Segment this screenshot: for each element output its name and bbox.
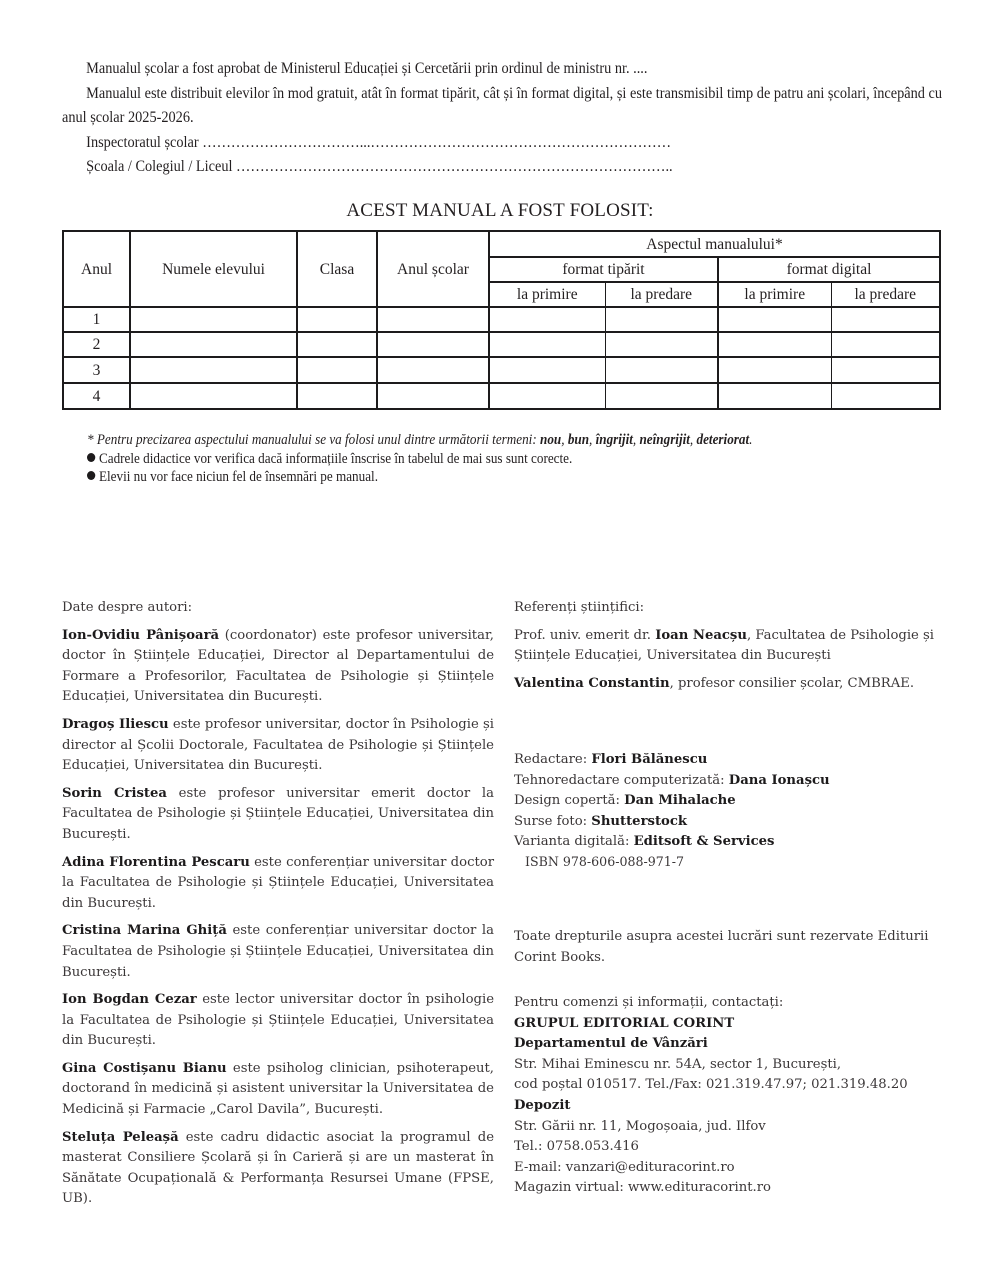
table-row (63, 357, 940, 383)
author-name: Gina Costișanu Bianu (62, 1060, 227, 1076)
print-received-cell[interactable] (489, 357, 605, 383)
note-bullet-students (87, 468, 878, 487)
credit-label: Surse foto: (514, 813, 592, 829)
note-text: Cadrele didactice vor verifica dacă informațiile înscrise în tabelul de mai sus sunt corecte. (98, 450, 573, 467)
credits-section (514, 750, 954, 853)
table-row (63, 332, 940, 357)
header-digital-received: la primire (718, 282, 831, 307)
term-uncared: neîngrijit (639, 432, 690, 448)
reviewer-affiliation: , profesor consilier școlar, CMBRAE. (669, 675, 915, 691)
header-year: Anul (63, 231, 130, 307)
term-new: nou (540, 432, 562, 448)
author-bio: este cadru didactic asociat la programul de masterat Consiliere Școlară și în Carieră și are un masterat în Sănătate Ocupațională & Performanța Resursei Umane (FPSE, UB). (62, 1129, 494, 1207)
digital-received-cell[interactable] (718, 357, 831, 383)
print-received-cell[interactable] (489, 383, 605, 409)
school-line (62, 155, 885, 180)
address-line-2: cod poștal 010517. Tel./Fax: 021.319.47.97; 021.319.48.20 (514, 1077, 908, 1093)
inspectorate-fill-field: ……………………………...……………………………………………………… (202, 133, 672, 151)
header-print-returned: la predare (605, 282, 718, 307)
contact-section (514, 993, 954, 1199)
reviewer-entry (514, 626, 954, 667)
publisher-name: GRUPUL EDITORIAL CORINT (514, 1015, 735, 1031)
term-cared: îngrijit (595, 432, 633, 448)
author-entry (62, 921, 494, 983)
header-digital-format: format digital (718, 257, 940, 282)
authors-section (62, 598, 494, 1217)
term-good: bun (567, 432, 590, 448)
author-name: Sorin Cristea (62, 785, 167, 801)
school-year-cell[interactable] (377, 307, 489, 332)
author-entry (62, 715, 494, 777)
inspectorate-line (62, 131, 885, 156)
credit-label: Varianta digitală: (514, 834, 634, 850)
credit-label: Tehnoredactare computerizată: (514, 772, 729, 788)
author-bio: este profesor universitar, doctor în Psihologie și director al Școlii Doctorale, Facultatea de Psihologie și Științele Educației, Universitatea din București. (62, 716, 495, 774)
author-bio: (coordonator) este profesor universitar, doctor în Științele Educației, Director al Departamentului de Formare a Profesorilor, Facultatea de Psihologie și Științele Educației, Universitatea din București. (62, 627, 494, 705)
row-year: 4 (63, 383, 130, 409)
author-bio: este lector universitar doctor în psihologie la Facultatea de Psihologie și Științele Educației, Universitatea din București. (62, 992, 494, 1049)
shop-line (514, 1178, 954, 1199)
digital-returned-cell[interactable] (831, 357, 940, 383)
approval-statement: Manualul școlar a fost aprobat de Ministerul Educației și Cercetării prin ordinul de ministru nr. .... (86, 60, 648, 77)
author-name: Adina Florentina Pescaru (62, 854, 250, 870)
warehouse-label: Depozit (514, 1097, 571, 1113)
header-aspect: Aspectul manualului* (489, 231, 940, 257)
student-name-cell[interactable] (130, 357, 297, 383)
class-cell[interactable] (297, 383, 377, 409)
school-year-cell[interactable] (377, 383, 489, 409)
author-entry (62, 626, 494, 708)
email-label: E-mail: (514, 1159, 566, 1175)
sales-department (514, 1034, 954, 1055)
department-name: Departamentul de Vânzări (514, 1036, 708, 1052)
email-line (514, 1158, 954, 1179)
table-row (63, 383, 940, 409)
intro-block (62, 57, 942, 180)
credit-value: Shutterstock (591, 813, 687, 829)
credit-editing (514, 750, 954, 771)
author-bio: este psiholog clinician, psihoterapeut, doctorand în medicină și asistent universitar la Universitatea de Medicină și Farmacie „Carol Davila”, București. (62, 1060, 494, 1118)
digital-returned-cell[interactable] (831, 332, 940, 357)
authors-label: Date despre autori: (62, 600, 193, 615)
credit-typesetting (514, 771, 954, 792)
term-deteriorated: deteriorat (696, 432, 750, 448)
table-notes (87, 431, 878, 487)
row-year: 3 (63, 357, 130, 383)
class-cell[interactable] (297, 332, 377, 357)
credit-photo-sources (514, 812, 954, 833)
author-entry (62, 1128, 494, 1210)
author-name: Cristina Marina Ghiță (62, 923, 227, 939)
table-row (63, 307, 940, 332)
author-name: Dragoș Iliescu (62, 716, 169, 732)
print-received-cell[interactable] (489, 332, 605, 357)
note-bullet-teachers (87, 450, 878, 469)
author-bio: este conferențiar universitar doctor la Facultatea de Psihologie și Științele Educației, Universitatea din București. (62, 854, 494, 911)
author-name: Ion-Ovidiu Pânișoară (62, 627, 220, 643)
reviewers-section (514, 598, 954, 694)
header-print-received: la primire (489, 282, 605, 307)
publisher-group (514, 1014, 954, 1035)
header-school-year: Anul școlar (377, 231, 489, 307)
school-year-cell[interactable] (377, 357, 489, 383)
warehouse-heading (514, 1096, 954, 1117)
row-year: 2 (63, 332, 130, 357)
warehouse-address: Str. Gării nr. 11, Mogoșoaia, jud. Ilfov (514, 1118, 766, 1134)
reviewer-name: Valentina Constantin (514, 675, 670, 691)
row-year: 1 (63, 307, 130, 332)
author-entry (62, 1059, 494, 1121)
class-cell[interactable] (297, 307, 377, 332)
usage-table (62, 230, 941, 410)
print-received-cell[interactable] (489, 307, 605, 332)
print-returned-cell[interactable] (605, 357, 718, 383)
isbn: ISBN 978-606-088-971-7 (525, 854, 685, 869)
usage-table-title: ACEST MANUAL A FOST FOLOSIT: (346, 200, 654, 221)
header-student-name: Numele elevului (130, 231, 297, 307)
shop-link[interactable]: www.edituracorint.ro (628, 1180, 771, 1196)
credit-cover-design (514, 791, 954, 812)
class-cell[interactable] (297, 357, 377, 383)
distribution-statement: Manualul este distribuit elevilor în mod gratuit, atât în format tipărit, cât și în format digital, și este transmisibil timp de patru ani școlari, începând cu anul școlar 2025-2026. (62, 84, 942, 127)
shop-label: Magazin virtual: (514, 1180, 628, 1196)
author-entry (62, 853, 494, 915)
digital-received-cell[interactable] (718, 307, 831, 332)
reviewer-affiliation: , Facultatea de Psihologie și Științele Educației, Universitatea din București (514, 627, 935, 664)
reviewer-name: Ioan Neacșu (655, 627, 747, 643)
school-label: Școala / Colegiul / Liceul (86, 158, 233, 176)
school-fill-field: ……………………………………………………………………………….. (236, 158, 673, 176)
contact-intro: Pentru comenzi și informații, contactați: (514, 995, 784, 1010)
footnote-text: * Pentru precizarea aspectului manualului se va folosi unul dintre următorii termeni: (87, 432, 541, 448)
author-name: Ion Bogdan Cezar (62, 992, 197, 1008)
credit-value: Editsoft & Services (633, 834, 775, 850)
author-bio: este profesor universitar emerit doctor la Facultatea de Psihologie și Științele Educației, Universitatea din București. (62, 785, 494, 842)
note-text: Elevii nu vor face niciun fel de însemnări pe manual. (98, 469, 379, 485)
digital-returned-cell[interactable] (831, 307, 940, 332)
bullet-icon (87, 471, 95, 480)
digital-received-cell[interactable] (718, 332, 831, 357)
author-entry (62, 990, 494, 1052)
header-print-format: format tipărit (489, 257, 718, 282)
student-name-cell[interactable] (130, 383, 297, 409)
credit-label: Redactare: (514, 752, 592, 767)
digital-received-cell[interactable] (718, 383, 831, 409)
credit-value: Dana Ionașcu (728, 772, 830, 788)
inspectorate-label: Inspectoratul școlar (86, 133, 199, 151)
author-bio: este conferențiar universitar doctor la Facultatea de Psihologie și Științele Educației, Universitatea din București. (62, 923, 495, 980)
credit-label: Design copertă: (514, 793, 625, 809)
credit-value: Flori Bălănescu (591, 752, 708, 767)
email-link[interactable]: vanzari@edituracorint.ro (565, 1159, 735, 1175)
bullet-icon (87, 453, 95, 462)
credit-digital-version (514, 832, 954, 853)
print-returned-cell[interactable] (605, 332, 718, 357)
aspect-footnote: * Pentru precizarea aspectului manualului se va folosi unul dintre următorii termeni: nou, bun, îngrijit, neîngrijit, deteriorat. (87, 432, 753, 448)
print-returned-cell[interactable] (605, 383, 718, 409)
credit-value: Dan Mihalache (624, 793, 736, 809)
reviewer-entry (514, 674, 954, 695)
reviewers-label: Referenți științifici: (514, 600, 645, 615)
school-year-cell[interactable] (377, 332, 489, 357)
copyright-notice: Toate drepturile asupra acestei lucrări sunt rezervate Editurii Corint Books. (514, 929, 929, 965)
student-name-cell[interactable] (130, 332, 297, 357)
digital-returned-cell[interactable] (831, 383, 940, 409)
address-line-1: Str. Mihai Eminescu nr. 54A, sector 1, București, (514, 1056, 842, 1072)
student-name-cell[interactable] (130, 307, 297, 332)
author-entry (62, 784, 494, 846)
reviewer-title: Prof. univ. emerit dr. (514, 627, 656, 643)
warehouse-phone: Tel.: 0758.053.416 (514, 1139, 639, 1155)
header-class: Clasa (297, 231, 377, 307)
print-returned-cell[interactable] (605, 307, 718, 332)
author-name: Steluța Peleașă (62, 1129, 179, 1145)
header-digital-returned: la predare (831, 282, 940, 307)
